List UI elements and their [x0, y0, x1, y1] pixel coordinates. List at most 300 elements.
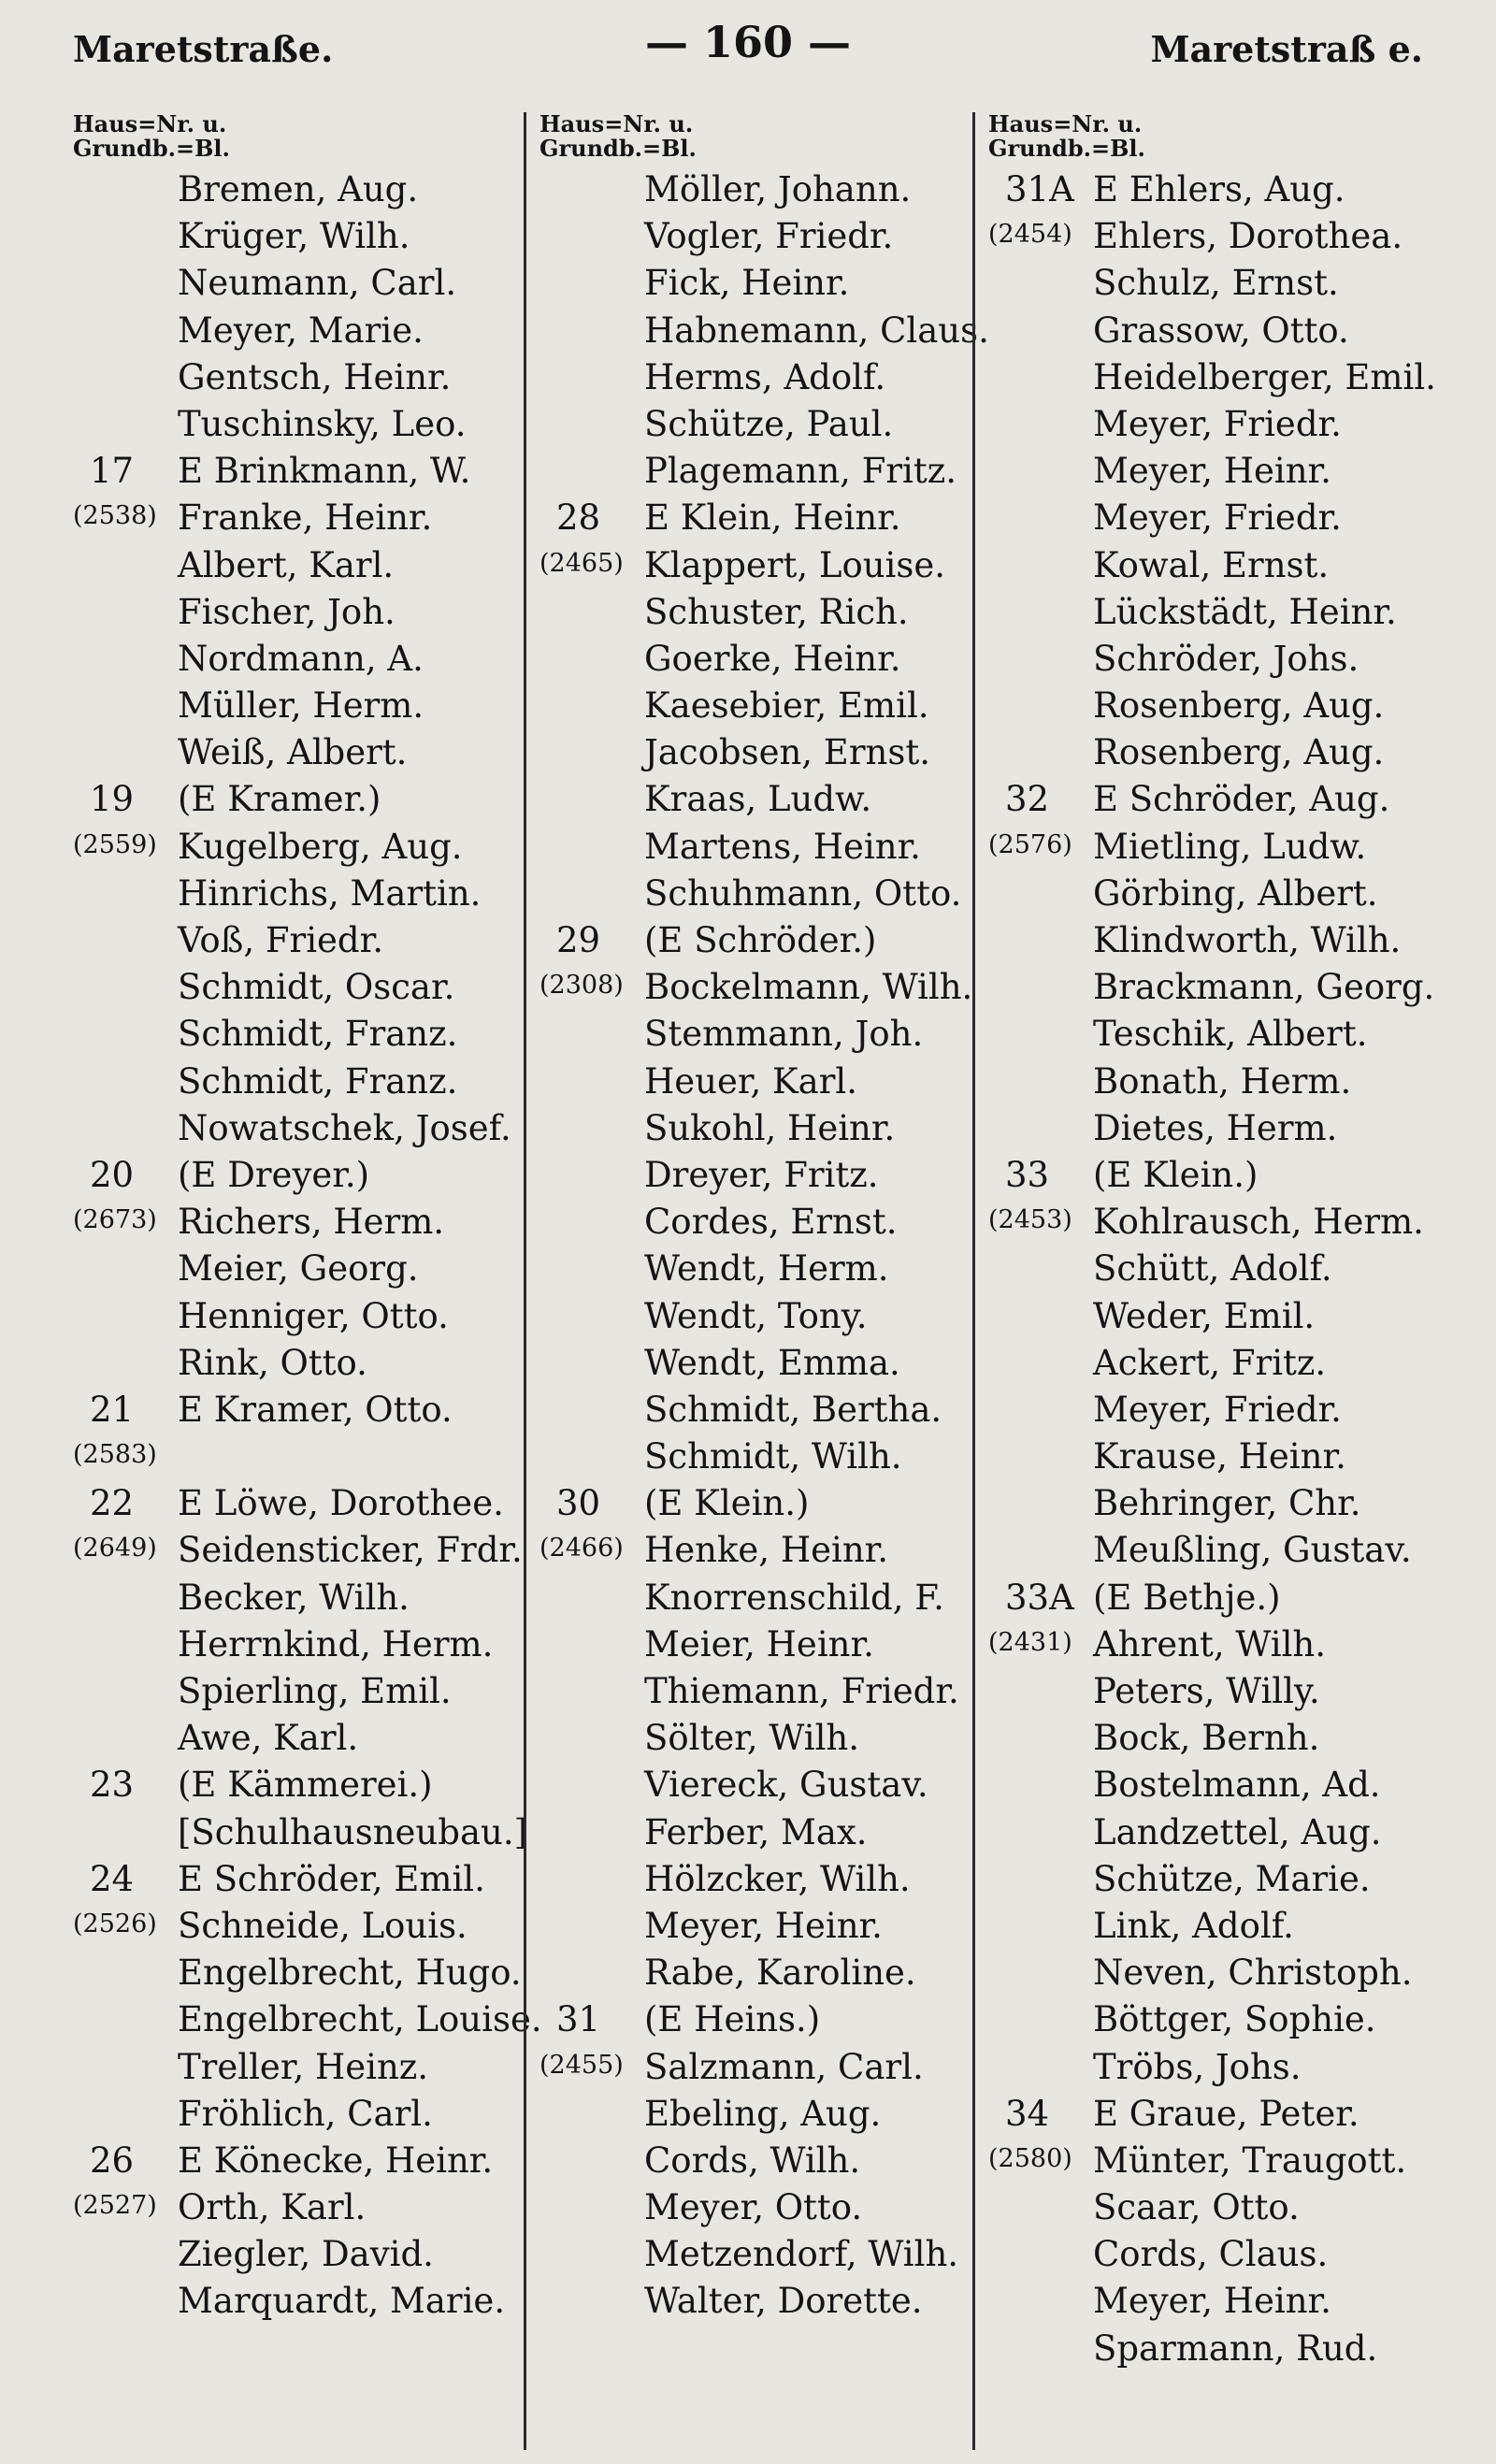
list-item	[539, 2231, 998, 2278]
house-number: 33A	[1005, 1577, 1074, 1618]
resident-name: Meyer, Heinr.	[1093, 451, 1331, 492]
list-item	[988, 495, 1493, 541]
house-number: 28	[556, 497, 601, 539]
resident-name: Meyer, Marie.	[178, 310, 424, 351]
list-item	[73, 729, 540, 776]
house-number: 30	[556, 1483, 601, 1524]
resident-name: Teschik, Albert.	[1093, 1014, 1368, 1055]
resident-name: (E Kämmerei.)	[178, 1765, 433, 1806]
house-number: 23	[90, 1765, 135, 1806]
list-item	[539, 260, 998, 307]
resident-name: Herms, Adolf.	[644, 356, 886, 397]
resident-name: Rabe, Karoline.	[644, 1952, 916, 1994]
list-item	[539, 871, 998, 917]
resident-name: Dietes, Herm.	[1093, 1107, 1338, 1148]
entry-list	[539, 166, 998, 2326]
resident-name: Klindworth, Wilh.	[1093, 920, 1402, 960]
parcel-number: (2576)	[988, 829, 1072, 859]
parcel-number: (2453)	[988, 1205, 1072, 1235]
list-item	[73, 1105, 540, 1152]
resident-name: Ebeling, Aug.	[644, 2093, 882, 2134]
house-number: 19	[90, 779, 135, 820]
list-item	[539, 1527, 998, 1574]
resident-name: Nordmann, A.	[178, 638, 424, 679]
resident-name: Treller, Heinz.	[178, 2046, 429, 2087]
parcel-number: (2559)	[73, 829, 157, 859]
resident-name: Meier, Heinr.	[644, 1623, 874, 1664]
list-item	[73, 2278, 540, 2325]
list-item	[539, 2138, 998, 2184]
list-item	[73, 2044, 540, 2091]
resident-name: Scaar, Otto.	[1093, 2187, 1300, 2228]
resident-name: Meyer, Heinr.	[1093, 2281, 1331, 2322]
resident-name: Schuhmann, Otto.	[644, 872, 962, 914]
resident-name: E Graue, Peter.	[1093, 2093, 1359, 2134]
resident-name: Awe, Karl.	[178, 1718, 359, 1759]
list-item	[988, 1340, 1493, 1387]
list-item	[539, 683, 998, 729]
resident-name: Weder, Emil.	[1093, 1295, 1316, 1336]
list-item	[73, 1856, 540, 1903]
list-item	[73, 1340, 540, 1387]
list-item	[988, 871, 1493, 917]
house-number: 17	[90, 451, 135, 492]
running-head-left: Maretstraße.	[73, 28, 334, 70]
parcel-number: (2538)	[73, 501, 157, 531]
list-item	[988, 1199, 1493, 1246]
list-item	[988, 448, 1493, 495]
list-item	[73, 1152, 540, 1199]
list-item	[73, 1480, 540, 1527]
list-item	[988, 824, 1493, 871]
list-item	[988, 166, 1493, 213]
list-item	[73, 1950, 540, 1996]
resident-name: Franke, Heinr.	[178, 497, 433, 539]
list-item	[73, 2091, 540, 2138]
list-item	[988, 2044, 1493, 2091]
resident-name: Meyer, Friedr.	[1093, 403, 1342, 444]
list-item	[73, 636, 540, 683]
list-item	[988, 1668, 1493, 1715]
resident-name: Landzettel, Aug.	[1093, 1811, 1382, 1852]
list-item	[73, 824, 540, 871]
resident-name: Goerke, Heinr.	[644, 638, 901, 679]
resident-name: Krause, Heinr.	[1093, 1436, 1346, 1477]
list-item	[539, 1575, 998, 1621]
resident-name: Krüger, Wilh.	[178, 216, 410, 257]
resident-name: Kaesebier, Emil.	[644, 685, 929, 727]
list-item	[539, 166, 998, 213]
resident-name: Nowatschek, Josef.	[178, 1107, 511, 1148]
resident-name: Heuer, Karl.	[644, 1060, 858, 1102]
resident-name: Habnemann, Claus.	[644, 310, 989, 351]
parcel-number: (2466)	[539, 1534, 624, 1563]
parcel-number: (2455)	[539, 2050, 624, 2080]
resident-name: Tuschinsky, Leo.	[178, 403, 467, 444]
resident-name: Richers, Herm.	[178, 1202, 445, 1243]
resident-name: Behringer, Chr.	[1093, 1483, 1361, 1524]
resident-name: Kowal, Ernst.	[1093, 544, 1330, 585]
list-item	[539, 1011, 998, 1058]
list-item	[988, 2231, 1493, 2278]
list-item	[73, 1668, 540, 1715]
list-item	[539, 2184, 998, 2231]
list-item	[988, 401, 1493, 448]
resident-name: Ziegler, David.	[178, 2234, 434, 2275]
resident-name: Schulz, Ernst.	[1093, 263, 1339, 304]
list-item	[988, 542, 1493, 589]
list-item	[988, 1856, 1493, 1903]
resident-name: Orth, Karl.	[178, 2187, 367, 2228]
house-number: 32	[1005, 779, 1050, 820]
column-3	[972, 112, 1493, 2450]
column-header-line-1: Haus=Nr. u.	[539, 110, 694, 137]
resident-name: Böttger, Sophie.	[1093, 1999, 1376, 2040]
resident-name: Kraas, Ludw.	[644, 779, 872, 820]
column-header	[988, 112, 1493, 166]
list-item	[73, 1621, 540, 1668]
house-number: 24	[90, 1858, 135, 1899]
list-item	[73, 871, 540, 917]
list-item	[988, 1246, 1493, 1292]
list-item	[988, 636, 1493, 683]
parcel-number: (2308)	[539, 971, 624, 1001]
house-number: 31	[556, 1999, 601, 2040]
list-item	[988, 1105, 1493, 1152]
resident-name: Rink, Otto.	[178, 1342, 367, 1383]
list-item	[539, 448, 998, 495]
parcel-number: (2583)	[73, 1440, 157, 1470]
resident-name: Stemmann, Joh.	[644, 1014, 924, 1055]
resident-name: Wendt, Herm.	[644, 1248, 889, 1290]
house-number: 22	[90, 1483, 135, 1524]
list-item	[73, 2231, 540, 2278]
resident-name: Fick, Heinr.	[644, 263, 850, 304]
resident-name: Ehlers, Dorothea.	[1093, 216, 1403, 257]
parcel-number: (2526)	[73, 1909, 157, 1938]
resident-name: E Kramer, Otto.	[178, 1389, 453, 1430]
list-item	[539, 1199, 998, 1246]
list-item	[539, 1856, 998, 1903]
resident-name: Walter, Dorette.	[644, 2281, 923, 2322]
resident-name: Spierling, Emil.	[178, 1671, 452, 1711]
list-item	[539, 1668, 998, 1715]
column-header-line-2: Grundb.=Bl.	[988, 135, 1145, 162]
list-item	[539, 542, 998, 589]
resident-name: (E Klein.)	[644, 1483, 810, 1524]
list-item	[988, 1903, 1493, 1950]
list-item	[73, 589, 540, 636]
resident-name: E Löwe, Dorothee.	[178, 1483, 504, 1524]
list-item	[539, 1715, 998, 1762]
resident-name: Ackert, Fritz.	[1093, 1342, 1327, 1383]
house-number: 34	[1005, 2093, 1050, 2134]
resident-name: Sukohl, Heinr.	[644, 1107, 896, 1148]
list-item	[988, 1809, 1493, 1856]
resident-name: Sparmann, Rud.	[1093, 2327, 1378, 2369]
list-item	[539, 495, 998, 541]
list-item	[73, 1903, 540, 1950]
list-item	[539, 1105, 998, 1152]
list-item	[73, 1434, 540, 1480]
list-item	[539, 1996, 998, 2043]
resident-name: (E Dreyer.)	[178, 1154, 370, 1195]
list-item	[539, 1152, 998, 1199]
list-item	[73, 1762, 540, 1808]
list-item	[539, 1434, 998, 1480]
resident-name: E Klein, Heinr.	[644, 497, 901, 539]
list-item	[988, 1715, 1493, 1762]
list-item	[73, 1715, 540, 1762]
resident-name: Martens, Heinr.	[644, 826, 921, 867]
resident-name: Schmidt, Oscar.	[178, 967, 455, 1008]
list-item	[73, 1199, 540, 1246]
resident-name: Meyer, Friedr.	[1093, 497, 1342, 539]
resident-name: Schütze, Paul.	[644, 403, 894, 444]
resident-name: E Schröder, Emil.	[178, 1858, 485, 1899]
list-item	[988, 1059, 1493, 1105]
parcel-number: (2580)	[988, 2143, 1072, 2173]
list-item	[988, 1011, 1493, 1058]
entry-list	[73, 166, 540, 2326]
house-number: 31A	[1005, 169, 1074, 209]
column-1	[73, 112, 540, 2450]
list-item	[988, 2278, 1493, 2325]
list-item	[539, 1762, 998, 1808]
list-item	[988, 729, 1493, 776]
list-item	[73, 2184, 540, 2231]
resident-name: Sölter, Wilh.	[644, 1718, 860, 1759]
resident-name: Plagemann, Fritz.	[644, 451, 957, 492]
list-item	[73, 213, 540, 260]
list-item	[73, 448, 540, 495]
resident-name: Fröhlich, Carl.	[178, 2093, 433, 2134]
resident-name: Marquardt, Marie.	[178, 2281, 506, 2322]
resident-name: Albert, Karl.	[178, 544, 395, 585]
resident-name: Thiemann, Friedr.	[644, 1671, 959, 1711]
resident-name: E Ehlers, Aug.	[1093, 169, 1345, 209]
resident-name: Cordes, Ernst.	[644, 1202, 898, 1243]
resident-name: Kohlrausch, Herm.	[1093, 1202, 1424, 1243]
resident-name: Engelbrecht, Louise.	[178, 1999, 542, 2040]
resident-name: Rosenberg, Aug.	[1093, 685, 1385, 727]
list-item	[73, 401, 540, 448]
list-item	[73, 1059, 540, 1105]
parcel-number: (2527)	[73, 2191, 157, 2221]
list-item	[988, 917, 1493, 964]
parcel-number: (2454)	[988, 220, 1072, 250]
list-item	[988, 2326, 1493, 2372]
list-item	[539, 1809, 998, 1856]
list-item	[988, 964, 1493, 1011]
resident-name: Neumann, Carl.	[178, 263, 457, 304]
list-item	[988, 1387, 1493, 1434]
list-item	[988, 1480, 1493, 1527]
resident-name: Schmidt, Franz.	[178, 1060, 458, 1102]
resident-name: Seidensticker, Frdr.	[178, 1530, 523, 1571]
resident-name: Bonath, Herm.	[1093, 1060, 1352, 1102]
resident-name: Neven, Christoph.	[1093, 1952, 1413, 1994]
list-item	[73, 1293, 540, 1340]
resident-name: Schröder, Johs.	[1093, 638, 1359, 679]
list-item	[73, 1246, 540, 1292]
list-item	[988, 354, 1493, 401]
resident-name: Metzendorf, Wilh.	[644, 2234, 959, 2275]
resident-name: Tröbs, Johs.	[1093, 2046, 1302, 2087]
resident-name: Schuster, Rich.	[644, 591, 909, 632]
resident-name: (E Kramer.)	[178, 779, 381, 820]
entry-list	[988, 166, 1493, 2372]
list-item	[539, 1293, 998, 1340]
resident-name: (E Heins.)	[644, 1999, 821, 2040]
list-item	[988, 2184, 1493, 2231]
list-item	[73, 1011, 540, 1058]
list-item	[988, 776, 1493, 823]
list-item	[539, 1621, 998, 1668]
resident-name: Peters, Willy.	[1093, 1671, 1320, 1711]
list-item	[73, 1809, 540, 1856]
resident-name: Cords, Claus.	[1093, 2234, 1329, 2275]
resident-name: Meußling, Gustav.	[1093, 1530, 1412, 1571]
list-item	[73, 683, 540, 729]
resident-name: Knorrenschild, F.	[644, 1577, 944, 1618]
resident-name: Viereck, Gustav.	[644, 1765, 928, 1806]
resident-name: Klappert, Louise.	[644, 544, 946, 585]
resident-name: Schütze, Marie.	[1093, 1858, 1371, 1899]
resident-name: Müller, Herm.	[178, 685, 424, 727]
list-item	[73, 1575, 540, 1621]
list-item	[988, 308, 1493, 354]
list-item	[539, 964, 998, 1011]
resident-name: Schütt, Adolf.	[1093, 1248, 1332, 1290]
resident-name: Voß, Friedr.	[178, 920, 383, 960]
resident-name: Rosenberg, Aug.	[1093, 732, 1385, 773]
list-item	[73, 308, 540, 354]
column-header-line-2: Grundb.=Bl.	[73, 135, 230, 162]
parcel-number: (2673)	[73, 1205, 157, 1235]
list-item	[988, 1950, 1493, 1996]
resident-name: [Schulhausneubau.]	[178, 1811, 528, 1852]
resident-name: Vogler, Friedr.	[644, 216, 894, 257]
list-item	[988, 260, 1493, 307]
resident-name: Hölzcker, Wilh.	[644, 1858, 911, 1899]
list-item	[73, 495, 540, 541]
list-item	[539, 1340, 998, 1387]
resident-name: Ferber, Max.	[644, 1811, 868, 1852]
house-number: 33	[1005, 1154, 1050, 1195]
resident-name: Henke, Heinr.	[644, 1530, 889, 1571]
column-header	[73, 112, 540, 166]
resident-name: Münter, Traugott.	[1093, 2140, 1407, 2181]
list-item	[988, 2091, 1493, 2138]
resident-name: Bostelmann, Ad.	[1093, 1765, 1381, 1806]
list-item	[539, 824, 998, 871]
list-item	[988, 1527, 1493, 1574]
list-item	[988, 2138, 1493, 2184]
resident-name: Bock, Bernh.	[1093, 1718, 1320, 1759]
resident-name: Meyer, Heinr.	[644, 1905, 883, 1946]
house-number: 29	[556, 920, 601, 960]
resident-name: Henniger, Otto.	[178, 1295, 449, 1336]
resident-name: Hinrichs, Martin.	[178, 872, 482, 914]
column-header-line-1: Haus=Nr. u.	[988, 110, 1143, 137]
resident-name: Schmidt, Wilh.	[644, 1436, 902, 1477]
list-item	[73, 776, 540, 823]
list-item	[73, 964, 540, 1011]
list-item	[539, 1950, 998, 1996]
parcel-number: (2465)	[539, 548, 624, 578]
resident-name: Heidelberger, Emil.	[1093, 356, 1436, 397]
list-item	[73, 1527, 540, 1574]
list-item	[539, 213, 998, 260]
resident-name: Herrnkind, Herm.	[178, 1623, 494, 1664]
resident-name: Salzmann, Carl.	[644, 2046, 924, 2087]
list-item	[73, 1996, 540, 2043]
resident-name: (E Klein.)	[1093, 1154, 1259, 1195]
resident-name: Ahrent, Wilh.	[1093, 1623, 1326, 1664]
resident-name: Meier, Georg.	[178, 1248, 419, 1290]
resident-name: Fischer, Joh.	[178, 591, 396, 632]
resident-name: Lückstädt, Heinr.	[1093, 591, 1397, 632]
list-item	[539, 636, 998, 683]
resident-name: Wendt, Tony.	[644, 1295, 868, 1336]
list-item	[539, 776, 998, 823]
resident-name: (E Bethje.)	[1093, 1577, 1281, 1618]
resident-name: Jacobsen, Ernst.	[644, 732, 930, 773]
parcel-number: (2431)	[988, 1627, 1072, 1657]
running-head-right: Maretstraß e.	[1150, 28, 1423, 70]
resident-name: Weiß, Albert.	[178, 732, 408, 773]
house-number: 21	[90, 1389, 135, 1430]
resident-name: Meyer, Otto.	[644, 2187, 863, 2228]
column-header-line-1: Haus=Nr. u.	[73, 110, 227, 137]
list-item	[988, 1762, 1493, 1808]
page-number: — 160 —	[644, 17, 852, 67]
list-item	[539, 354, 998, 401]
list-item	[539, 2091, 998, 2138]
column-header-line-2: Grundb.=Bl.	[539, 135, 697, 162]
list-item	[988, 589, 1493, 636]
list-item	[988, 1996, 1493, 2043]
parcel-number: (2649)	[73, 1534, 157, 1563]
list-item	[539, 1480, 998, 1527]
list-item	[539, 1903, 998, 1950]
list-item	[73, 2138, 540, 2184]
list-item	[73, 260, 540, 307]
resident-name: Dreyer, Fritz.	[644, 1154, 879, 1195]
resident-name: Wendt, Emma.	[644, 1342, 900, 1383]
list-item	[539, 729, 998, 776]
resident-name: Gentsch, Heinr.	[178, 356, 452, 397]
resident-name: Kugelberg, Aug.	[178, 826, 463, 867]
resident-name: Bockelmann, Wilh.	[644, 967, 973, 1008]
resident-name: Görbing, Albert.	[1093, 872, 1378, 914]
list-item	[988, 1293, 1493, 1340]
list-item	[988, 1152, 1493, 1199]
list-item	[539, 589, 998, 636]
resident-name: Meyer, Friedr.	[1093, 1389, 1342, 1430]
resident-name: Becker, Wilh.	[178, 1577, 410, 1618]
list-item	[539, 401, 998, 448]
resident-name: Möller, Johann.	[644, 169, 912, 209]
resident-name: Schmidt, Bertha.	[644, 1389, 942, 1430]
list-item	[73, 1387, 540, 1434]
list-item	[988, 683, 1493, 729]
resident-name: Brackmann, Georg.	[1093, 967, 1435, 1008]
resident-name: (E Schröder.)	[644, 920, 877, 960]
list-item	[988, 1621, 1493, 1668]
list-item	[539, 1059, 998, 1105]
